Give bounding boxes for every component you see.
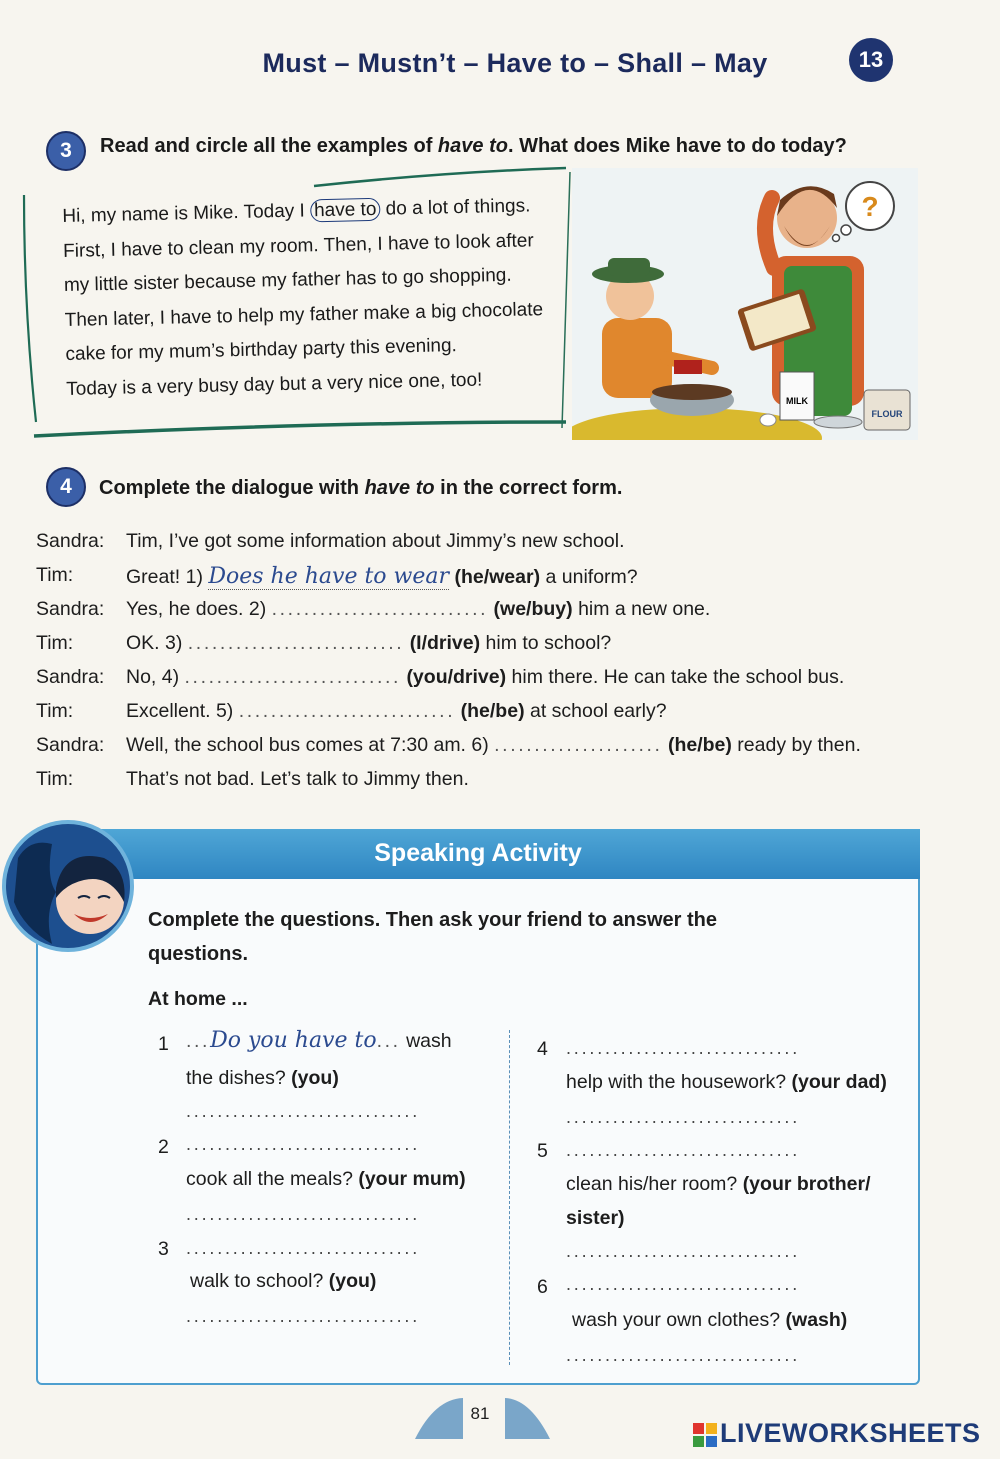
question-text: walk to school? — [190, 1270, 324, 1292]
speaker: Sandra: — [36, 734, 105, 756]
story-text — [62, 189, 567, 407]
question-5-blank[interactable]: .............................. — [566, 1140, 801, 1160]
line-tail: him a new one. — [578, 598, 711, 620]
at-home-subheading: At home ... — [148, 988, 248, 1010]
line-text — [126, 700, 667, 723]
prompt: Great! 1) — [126, 566, 203, 588]
cue: (we/buy) — [493, 598, 573, 620]
question-3-number: 3 — [158, 1238, 169, 1260]
cue: (your mum) — [358, 1168, 466, 1190]
answer-line-5[interactable]: .............................. — [566, 1241, 801, 1261]
line-text — [126, 734, 861, 757]
question-text: wash your own clothes? — [572, 1309, 781, 1331]
speaker: Tim: — [36, 768, 74, 790]
question-1-line2 — [186, 1067, 339, 1090]
exercise-3-instruction — [100, 135, 847, 158]
dialogue-line — [36, 530, 976, 560]
liveworksheets-logo-icon — [693, 1423, 717, 1447]
answer-line-2[interactable]: .............................. — [186, 1204, 421, 1224]
question-1-answer[interactable]: Do you have to — [210, 1028, 377, 1053]
instruction-emphasis: have to — [437, 135, 508, 157]
question-4-text — [566, 1071, 887, 1094]
line-tail: a uniform? — [545, 566, 638, 588]
cooking-illustration — [572, 168, 918, 440]
answer-blank-6[interactable]: ..................... — [494, 734, 663, 756]
answer-line-4[interactable]: .............................. — [566, 1107, 801, 1127]
speaker: Tim: — [36, 700, 74, 722]
story-fragment: Hi, my name is Mike. Today I — [62, 200, 311, 227]
prompt: OK. 3) — [126, 632, 183, 654]
unit-number-badge: 13 — [849, 38, 893, 82]
cue: (he/be) — [460, 700, 525, 722]
flour-label: FLOUR — [871, 409, 903, 419]
line-text: Tim, I’ve got some information about Jimmy’s new school. — [126, 530, 625, 552]
question-mark: ? — [861, 191, 879, 222]
question-2-blank[interactable]: .............................. — [186, 1134, 421, 1154]
cue: (your dad) — [791, 1071, 887, 1093]
cue: (you/drive) — [406, 666, 507, 688]
story-line: my little sister because my father has to go shopping. — [63, 264, 512, 296]
page-number: 81 — [470, 1404, 490, 1423]
instruction-text: in the correct form. — [434, 477, 623, 499]
line-tail: him there. He can take the school bus. — [511, 666, 845, 688]
question-text: help with the housework? — [566, 1071, 787, 1093]
question-6-blank[interactable]: .............................. — [566, 1274, 801, 1294]
instruction-text: . What does Mike have to do today? — [507, 135, 847, 157]
story-line: First, I have to clean my room. Then, I have to look after — [62, 229, 534, 262]
question-text: clean his/her room? — [566, 1173, 738, 1195]
story-line: Today is a very busy day but a very nice one, too! — [66, 369, 483, 400]
question-text: the dishes? — [186, 1067, 286, 1089]
question-4-number: 4 — [537, 1038, 548, 1060]
cue: (your brother/ — [742, 1173, 871, 1195]
answer-line-6[interactable]: .............................. — [566, 1345, 801, 1365]
question-1-number: 1 — [158, 1033, 169, 1055]
speaker: Sandra: — [36, 666, 105, 688]
answer-blank-3[interactable]: ........................... — [187, 632, 405, 654]
answer-blank-1[interactable]: Does he have to wear — [208, 564, 450, 589]
instruction-line: questions. — [148, 943, 249, 965]
line-tail: ready by then. — [737, 734, 861, 756]
speaker: Tim: — [36, 632, 74, 654]
cue: (he/wear) — [454, 566, 541, 588]
line-text: That’s not bad. Let’s talk to Jimmy then. — [126, 768, 469, 790]
instruction-text: Read and circle all the examples of — [100, 135, 438, 157]
instruction-text: Complete the dialogue with — [99, 477, 365, 499]
question-3-text — [190, 1270, 376, 1293]
question-text: cook all the meals? — [186, 1168, 353, 1190]
speaking-activity-title: Speaking Activity — [374, 839, 582, 867]
question-1-line1 — [186, 1028, 452, 1053]
line-tail: him to school? — [485, 632, 612, 654]
dots: ... — [376, 1030, 401, 1052]
speaking-instruction — [148, 903, 908, 971]
dialogue-line — [36, 564, 976, 594]
dialogue-line — [36, 632, 976, 662]
instruction-emphasis: have to — [364, 477, 435, 499]
story-fragment: do a lot of things. — [380, 195, 531, 220]
question-5-text — [566, 1173, 871, 1196]
question-4-blank[interactable]: .............................. — [566, 1038, 801, 1058]
dialogue-line — [36, 666, 976, 696]
question-2-text — [186, 1168, 466, 1191]
cue: (I/drive) — [409, 632, 481, 654]
line-tail: at school early? — [529, 700, 667, 722]
exercise-4-number: 4 — [46, 467, 86, 507]
speaker: Sandra: — [36, 530, 105, 552]
cue: (you) — [291, 1067, 339, 1089]
answer-blank-5[interactable]: ........................... — [238, 700, 456, 722]
question-6-number: 6 — [537, 1276, 548, 1298]
question-5-cue-cont: sister) — [566, 1207, 625, 1229]
speaker: Sandra: — [36, 598, 105, 620]
line-text — [126, 632, 611, 655]
column-divider — [509, 1030, 510, 1365]
dialogue-line — [36, 768, 976, 798]
question-6-text — [572, 1309, 847, 1332]
answer-blank-4[interactable]: ........................... — [184, 666, 402, 688]
cue: (you) — [328, 1270, 377, 1292]
dots: ... — [186, 1030, 211, 1052]
cue: (he/be) — [667, 734, 732, 756]
prompt: Excellent. 5) — [126, 700, 234, 722]
answer-line-3[interactable]: .............................. — [186, 1306, 421, 1326]
line-text — [126, 564, 638, 589]
dialogue-line — [36, 734, 976, 764]
dialogue-line — [36, 700, 976, 730]
line-text — [126, 666, 844, 689]
two-faces-icon — [0, 818, 140, 958]
prompt: No, 4) — [126, 666, 180, 688]
milk-label: MILK — [786, 396, 808, 406]
liveworksheets-brand: LIVEWORKSHEETS — [720, 1418, 981, 1448]
circled-have-to[interactable]: have to — [310, 198, 381, 223]
exercise-4-instruction — [99, 477, 622, 500]
story-line: Then later, I have to help my father make a big chocolate — [64, 298, 544, 331]
answer-line-1[interactable]: .............................. — [186, 1101, 421, 1121]
exercise-3-number: 3 — [46, 131, 86, 171]
prompt: Yes, he does. 2) — [126, 598, 267, 620]
question-5-number: 5 — [537, 1140, 548, 1162]
story-line: cake for my mum’s birthday party this evening. — [65, 335, 458, 365]
cue: (wash) — [785, 1309, 848, 1331]
answer-blank-2[interactable]: ........................... — [271, 598, 489, 620]
line-text — [126, 598, 710, 621]
instruction-line: Complete the questions. Then ask your friend to answer the — [148, 909, 717, 931]
question-3-blank[interactable]: .............................. — [186, 1238, 421, 1258]
speaker: Tim: — [36, 564, 74, 586]
dialogue-line — [36, 598, 976, 628]
question-tail: wash — [406, 1030, 452, 1052]
question-2-number: 2 — [158, 1136, 169, 1158]
prompt: Well, the school bus comes at 7:30 am. 6) — [126, 734, 489, 756]
page-title: Must – Mustn’t – Have to – Shall – May — [262, 48, 768, 78]
